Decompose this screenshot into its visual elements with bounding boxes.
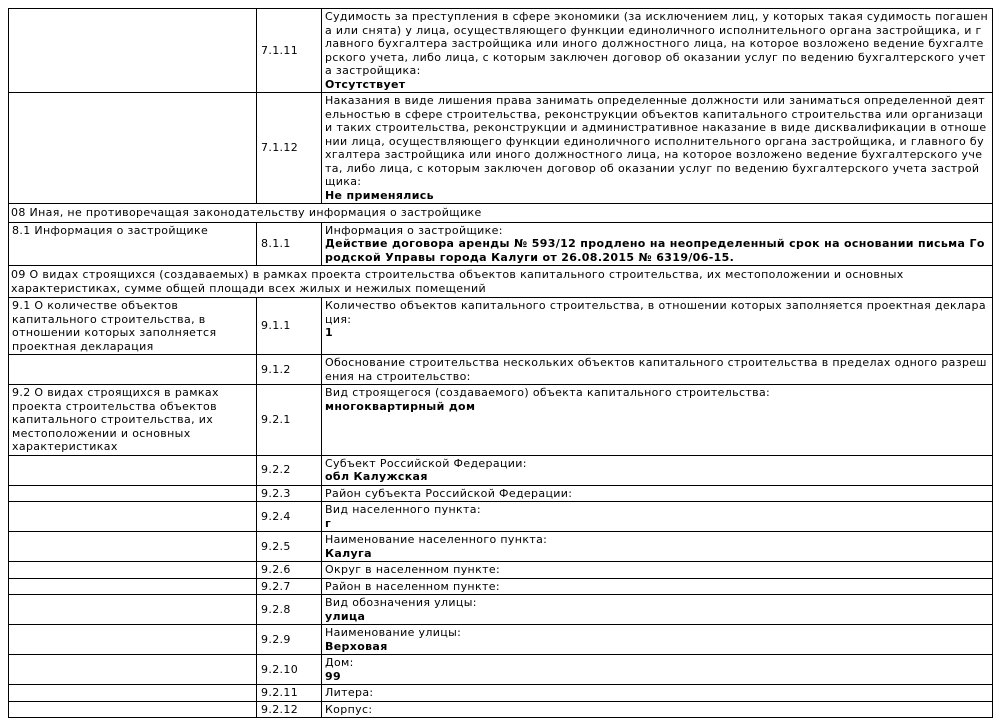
item-number-cell: 9.1.1: [257, 298, 322, 355]
item-row: [9, 355, 993, 385]
group-label-cell: [9, 502, 257, 532]
item-row: [9, 625, 993, 655]
item-content-cell: [322, 385, 993, 456]
item-value: 1: [325, 326, 334, 339]
item-label: Вид обозначения улицы:: [325, 596, 477, 609]
item-value: Действие договора аренды № 593/12 продлено на неопределенный срок на основании письма Городской Управы города Калуги от 26.08.2015 № 6319/06-15.: [325, 237, 985, 264]
item-content-cell: [322, 625, 993, 655]
group-label-cell: [9, 355, 257, 385]
item-number-cell: 9.2.10: [257, 655, 322, 685]
item-content-cell: [322, 595, 993, 625]
group-label-cell: [9, 595, 257, 625]
item-label: Округ в населенном пункте:: [325, 563, 501, 576]
group-label-cell: [9, 532, 257, 562]
item-row: [9, 485, 993, 502]
item-label: Район субъекта Российской Федерации:: [325, 486, 573, 500]
item-number-cell: 9.2.6: [257, 562, 322, 579]
group-label-cell: [9, 701, 257, 718]
item-row: [9, 222, 993, 266]
item-row: [9, 9, 993, 93]
declaration-table-body: [9, 9, 993, 718]
item-value: Калуга: [325, 546, 372, 560]
item-label: Литера:: [325, 686, 374, 699]
item-value: улица: [325, 609, 366, 623]
item-number-cell: 9.2.11: [257, 685, 322, 702]
item-content-cell: [322, 455, 993, 485]
group-label-cell: [9, 485, 257, 502]
item-content-cell: [322, 355, 993, 385]
item-number-cell: 9.2.1: [257, 385, 322, 456]
group-label-cell: [9, 625, 257, 655]
item-number-cell: 9.2.4: [257, 502, 322, 532]
item-content-cell: [322, 9, 993, 93]
item-label: Вид населенного пункта:: [325, 503, 481, 516]
item-row: [9, 655, 993, 685]
section-header-row: [9, 204, 993, 223]
item-value: 99: [325, 669, 342, 683]
item-value: Отсутствует: [325, 77, 406, 91]
item-row: [9, 455, 993, 485]
item-row: [9, 532, 993, 562]
item-value: г: [325, 516, 332, 530]
item-row: [9, 701, 993, 718]
item-label: Информация о застройщике:: [325, 223, 503, 237]
item-content-cell: [322, 701, 993, 718]
group-label-cell: [9, 562, 257, 579]
item-number-cell: 8.1.1: [257, 222, 322, 266]
group-label-cell: [9, 9, 257, 93]
item-row: [9, 578, 993, 595]
item-number-cell: 9.1.2: [257, 355, 322, 385]
section-header-text: 09 О видах строящихся (создаваемых) в рамках проекта строительства объектов капитального строительства, их местоположении и основных характеристиках, сумме общей площади всех жилых и нежилых помещений: [9, 266, 993, 298]
item-row: [9, 595, 993, 625]
item-number-cell: 9.2.12: [257, 701, 322, 718]
group-label-cell: [9, 578, 257, 595]
item-number-cell: 7.1.12: [257, 93, 322, 204]
section-header-text: 08 Иная, не противоречащая законодательству информация о застройщике: [9, 204, 993, 223]
item-label: Судимость за преступления в сфере экономики (за исключением лиц, у которых такая судимость погашена или снята) у лица, осуществляющего функции единоличного исполнительного органа застройщика, и главного бухгалтера застройщика или иного должностного лица, на которое возложено ведение бухгалтерского учета, либо лица, с которым заключен договор об оказании услуг по ведению бухгалтерского учета застройщика:: [325, 10, 989, 77]
item-content-cell: [322, 562, 993, 579]
item-number-cell: 9.2.9: [257, 625, 322, 655]
item-label: Субъект Российской Федерации:: [325, 456, 527, 470]
item-number-cell: 9.2.8: [257, 595, 322, 625]
item-number-cell: 9.2.3: [257, 485, 322, 502]
item-content-cell: [322, 93, 993, 204]
item-row: [9, 385, 993, 456]
group-label-cell: 9.2 О видах строящихся в рамках проекта строительства объектов капитального строительства, их местоположении и основных характеристиках: [9, 385, 257, 456]
item-number-cell: 7.1.11: [257, 9, 322, 93]
group-label-cell: [9, 655, 257, 685]
item-content-cell: [322, 655, 993, 685]
item-row: [9, 685, 993, 702]
item-label: Наказания в виде лишения права занимать определенные должности или заниматься определенной деятельностью в сфере строительства, реконструкции объектов капитального строительства или организации таких строительства, реконструкции и административное наказание в виде дисквалификации в отношении лица, осуществляющего функции единоличного исполнительного органа застройщика, и главного бухгалтера застройщика или иного должностного лица, на которое возложено ведение бухгалтерского учета, либо лица, с которым заключен договор об оказании услуг по ведению бухгалтерского учета застройщика:: [325, 94, 987, 188]
item-label: Обоснование строительства нескольких объектов капитального строительства в пределах одного разрешения на строительство:: [325, 356, 987, 383]
item-label: Дом:: [325, 656, 354, 669]
item-row: [9, 562, 993, 579]
item-row: [9, 93, 993, 204]
group-label-cell: [9, 455, 257, 485]
item-content-cell: [322, 502, 993, 532]
item-value: многоквартирный дом: [325, 399, 476, 413]
item-content-cell: [322, 485, 993, 502]
item-value: Не применялись: [325, 188, 434, 202]
item-content-cell: [322, 685, 993, 702]
item-label: Район в населенном пункте:: [325, 579, 500, 593]
group-label-cell: 8.1 Информация о застройщике: [9, 222, 257, 266]
item-label: Вид строящегося (создаваемого) объекта капитального строительства:: [325, 386, 771, 399]
item-content-cell: [322, 578, 993, 595]
group-label-cell: 9.1 О количестве объектов капитального строительства, в отношении которых заполняется проектная декларация: [9, 298, 257, 355]
item-content-cell: [322, 298, 993, 355]
item-value: Верховая: [325, 639, 388, 653]
item-value: обл Калужская: [325, 470, 428, 483]
item-label: Корпус:: [325, 702, 373, 716]
item-label: Наименование улицы:: [325, 626, 462, 639]
item-number-cell: 9.2.5: [257, 532, 322, 562]
item-content-cell: [322, 222, 993, 266]
group-label-cell: [9, 93, 257, 204]
group-label-cell: [9, 685, 257, 702]
item-row: [9, 298, 993, 355]
item-label: Наименование населенного пункта:: [325, 533, 548, 546]
item-label: Количество объектов капитального строительства, в отношении которых заполняется проектная декларация:: [325, 299, 986, 326]
declaration-table: [8, 8, 993, 718]
item-content-cell: [322, 532, 993, 562]
section-header-row: [9, 266, 993, 298]
item-number-cell: 9.2.7: [257, 578, 322, 595]
item-number-cell: 9.2.2: [257, 455, 322, 485]
item-row: [9, 502, 993, 532]
